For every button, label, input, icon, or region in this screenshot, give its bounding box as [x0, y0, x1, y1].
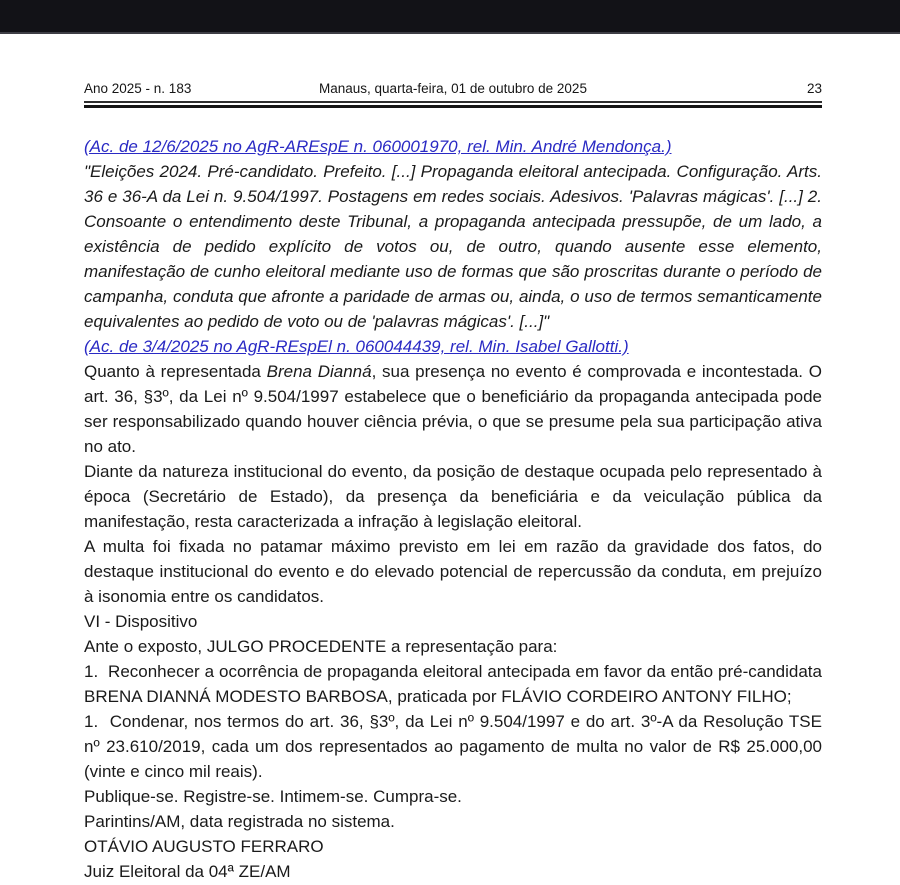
gazette-page — [0, 80, 900, 884]
paragraph: Juiz Eleitoral da 04ª ZE/AM — [84, 862, 291, 881]
paragraph: 1. Condenar, nos termos do art. 36, §3º, da Lei nº 9.504/1997 e do art. 3º-A da Resolução TSE nº 23.610/2019, cada um dos representados ao pagamento de multa no valor de R$ 25.000,00 (vinte e cinco mil reais). — [84, 712, 822, 781]
document-body — [84, 134, 822, 884]
paragraph: OTÁVIO AUGUSTO FERRARO — [84, 837, 324, 856]
paragraph: Ante o exposto, JULGO PROCEDENTE a representação para: — [84, 637, 558, 656]
paragraph: Publique-se. Registre-se. Intimem-se. Cumpra-se. — [84, 787, 462, 806]
edition-label: Ano 2025 - n. 183 — [84, 81, 192, 96]
page-number: 23 — [806, 81, 822, 96]
paragraph: 1. Reconhecer a ocorrência de propaganda eleitoral antecipada em favor da então pré-candidata BRENA DIANNÁ MODESTO BARBOSA, praticada por FLÁVIO CORDEIRO ANTONY FILHO; — [84, 662, 822, 706]
page-header — [84, 80, 822, 97]
paragraph: Diante da natureza institucional do evento, da posição de destaque ocupada pelo representado à época (Secretário de Estado), da presença da beneficiária e da veiculação pública da manifestação, resta caracterizada a infração à legislação eleitoral. — [84, 462, 822, 531]
paragraph: Parintins/AM, data registrada no sistema. — [84, 812, 395, 831]
citation-link[interactable]: (Ac. de 12/6/2025 no AgR-AREspE n. 060001970, rel. Min. André Mendonça.) — [84, 137, 672, 156]
paragraph: "Eleições 2024. Pré-candidato. Prefeito. [...] Propaganda eleitoral antecipada. Configuração. Arts. 36 e 36-A da Lei n. 9.504/1997. Postagens em redes sociais. Adesivos. 'Palavras mágicas'. [...] 2. Consoante o entendimento deste Tribunal, a propaganda antecipada pressupõe, de um lado, a existência de pedido explícito de votos ou, de outro, quando ausente esse elemento, manifestação de cunho eleitoral mediante uso de formas que são proscritas durante o período de campanha, conduta que afronte a paridade de armas ou, ainda, o uso de termos semanticamente equivalentes ao pedido de voto ou de 'palavras mágicas'. [...]" — [84, 162, 822, 331]
citation-link[interactable]: (Ac. de 3/4/2025 no AgR-REspEl n. 060044439, rel. Min. Isabel Gallotti.) — [84, 337, 629, 356]
dateline: Manaus, quarta-feira, 01 de outubro de 2025 — [319, 81, 587, 96]
paragraph: A multa foi fixada no patamar máximo previsto em lei em razão da gravidade dos fatos, do destaque institucional do evento e do elevado potencial de repercussão da conduta, em prejuízo à isonomia entre os candidatos. — [84, 537, 822, 606]
top-chrome-bar — [0, 0, 900, 34]
paragraph: VI - Dispositivo — [84, 612, 198, 631]
header-rule — [84, 101, 822, 108]
paragraph: Quanto à representada Brena Dianná, sua presença no evento é comprovada e incontestada. O art. 36, §3º, da Lei nº 9.504/1997 estabelece que o beneficiário da propaganda antecipada pode ser responsabilizado quando houver ciência prévia, o que se presume pela sua participação ativa no ato. — [84, 362, 822, 456]
